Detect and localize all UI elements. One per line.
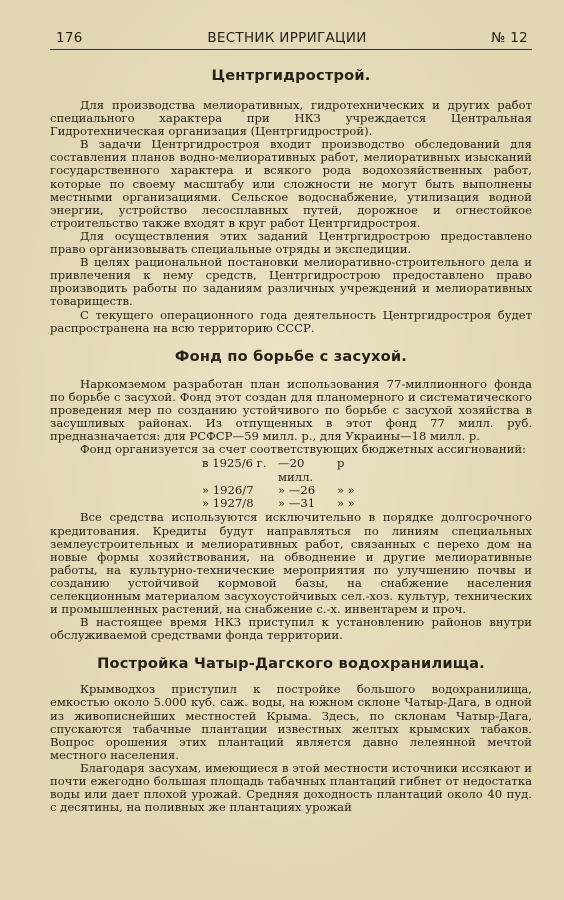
section-title-drought-fund: Фонд по борьбе с засухой. — [174, 347, 408, 365]
issue-number: № 12 — [491, 30, 528, 46]
paragraph: В целях рациональной постановки мелиоративно-строительного дела и привлечения к нему средств, Центргидрострою предоставлено право производить работы по заданиям различных учреждений и мелиоративных товариществ. — [50, 255, 532, 309]
journal-title: ВЕСТНИК ИРРИГАЦИИ — [207, 30, 367, 46]
paragraph: Для осуществления этих заданий Центргидрострою предоставлено право организовывать специальные отряды и экспедиции. — [50, 228, 532, 257]
table-cell-amount: —20 милл. — [278, 456, 314, 484]
paragraph: В задачи Центргидростроя входит производство обследований для составления планов водно-мелиоративных работ, мелиоративных изысканий государственного характера и всякого рода водохозяйственных работ, которые по своему масштабу или сложности не могут быть выполнены местными организациями. Сельское водоснабжение, утилизация водной энергии, устройство лесосплавных путей, дорожное и огнестойкое строительство также входят в круг работ Центргидростроя. — [50, 137, 532, 230]
paragraph: Крымводхоз приступил к постройке большого водохранилища, емкостью около 5.000 куб. саж. воды, на южном склоне Чатыр-Дага, в одной из живописнейших местностей Крыма. Здесь, по склонам Чатыр-Дага, спускаются табачные плантации известных желтых крымских табаков. Вопрос орошения этих плантаций является давно лелеянной мечтой местного населения. — [50, 682, 532, 762]
table-cell-year: » 1926/7 — [202, 482, 254, 497]
table-cell-year: в 1925/6 г. — [202, 456, 267, 471]
section-body-chatyr-dag-reservoir — [50, 683, 532, 814]
section-body-tsentrgidrostroy — [50, 99, 532, 335]
section-title-tsentrgidrostroy: Центргидрострой. — [211, 67, 371, 84]
table-cell-unit: р — [337, 456, 345, 471]
page-number: 176 — [56, 30, 83, 46]
paragraph: Наркомземом разработан план использования 77-миллионного фонда по борьбе с засухой. Фонд этот создан для планомерного и систематического проведения мер по созданию устойчивого по борьбе с засухой хозяйства в засушливых районах. Из отпущенных в этот фонд 77 милл. руб. предназначается: для РСФСР—59 милл. р., для Украины—18 милл. р. — [50, 376, 532, 444]
table-cell-year: » 1927/8 — [202, 496, 254, 511]
paragraph: В настоящее время НКЗ приступил к установлению районов внутри обслуживаемой средствами фонда территории. — [50, 615, 532, 643]
paragraph: Для производства мелиоративных, гидротехнических и других работ специального характера при НКЗ учреждается Центральная Гидротехническая организация (Центргидрострой). — [50, 98, 532, 139]
paragraph: Благодаря засухам, имеющиеся в этой местности источники иссякают и почти ежегодно большая площадь табачных плантаций гибнет от недостатка воды или дает плохой урожай. Средняя доходность плантаций около 40 пуд. с десятины, на поливных же плантациях урожай — [50, 760, 532, 815]
table-cell-unit: » » — [337, 496, 355, 511]
table-cell-amount: » —31 — [278, 496, 316, 511]
page-header — [50, 30, 532, 50]
paragraph: Фонд организуется за счет соответствующих бюджетных ассигнований: — [80, 442, 526, 457]
section-body-drought-fund — [50, 378, 532, 643]
table-row — [202, 484, 532, 497]
table-row — [202, 457, 532, 484]
table-cell-unit: » » — [337, 482, 355, 497]
paragraph: С текущего операционного года деятельность Центргидростроя будет распространена на всю территорию СССР. — [50, 307, 532, 335]
paragraph: Все средства используются исключительно в порядке долгосрочного кредитования. Кредиты будут направляться по линиям специальных землеустроительных и мелиоративных работ, связанных с перехо дом на новые формы хозяйствования, на обводнение и другие мелиоративные работы, на культурно-технические мероприятия по улучшению почвы и созданию устойчивой кормовой базы, на снабжение населения селекционным материалом засухоустойчивых сел.-хоз. культур, технических и промышленных растений, на снабжение с.-х. инвентарем и проч. — [50, 510, 532, 617]
table-cell-amount: » —26 — [278, 482, 316, 497]
table-row — [202, 497, 532, 510]
section-title-chatyr-dag-reservoir: Постройка Чатыр-Дагского водохранилища. — [97, 655, 485, 673]
appropriations-table — [202, 457, 532, 510]
